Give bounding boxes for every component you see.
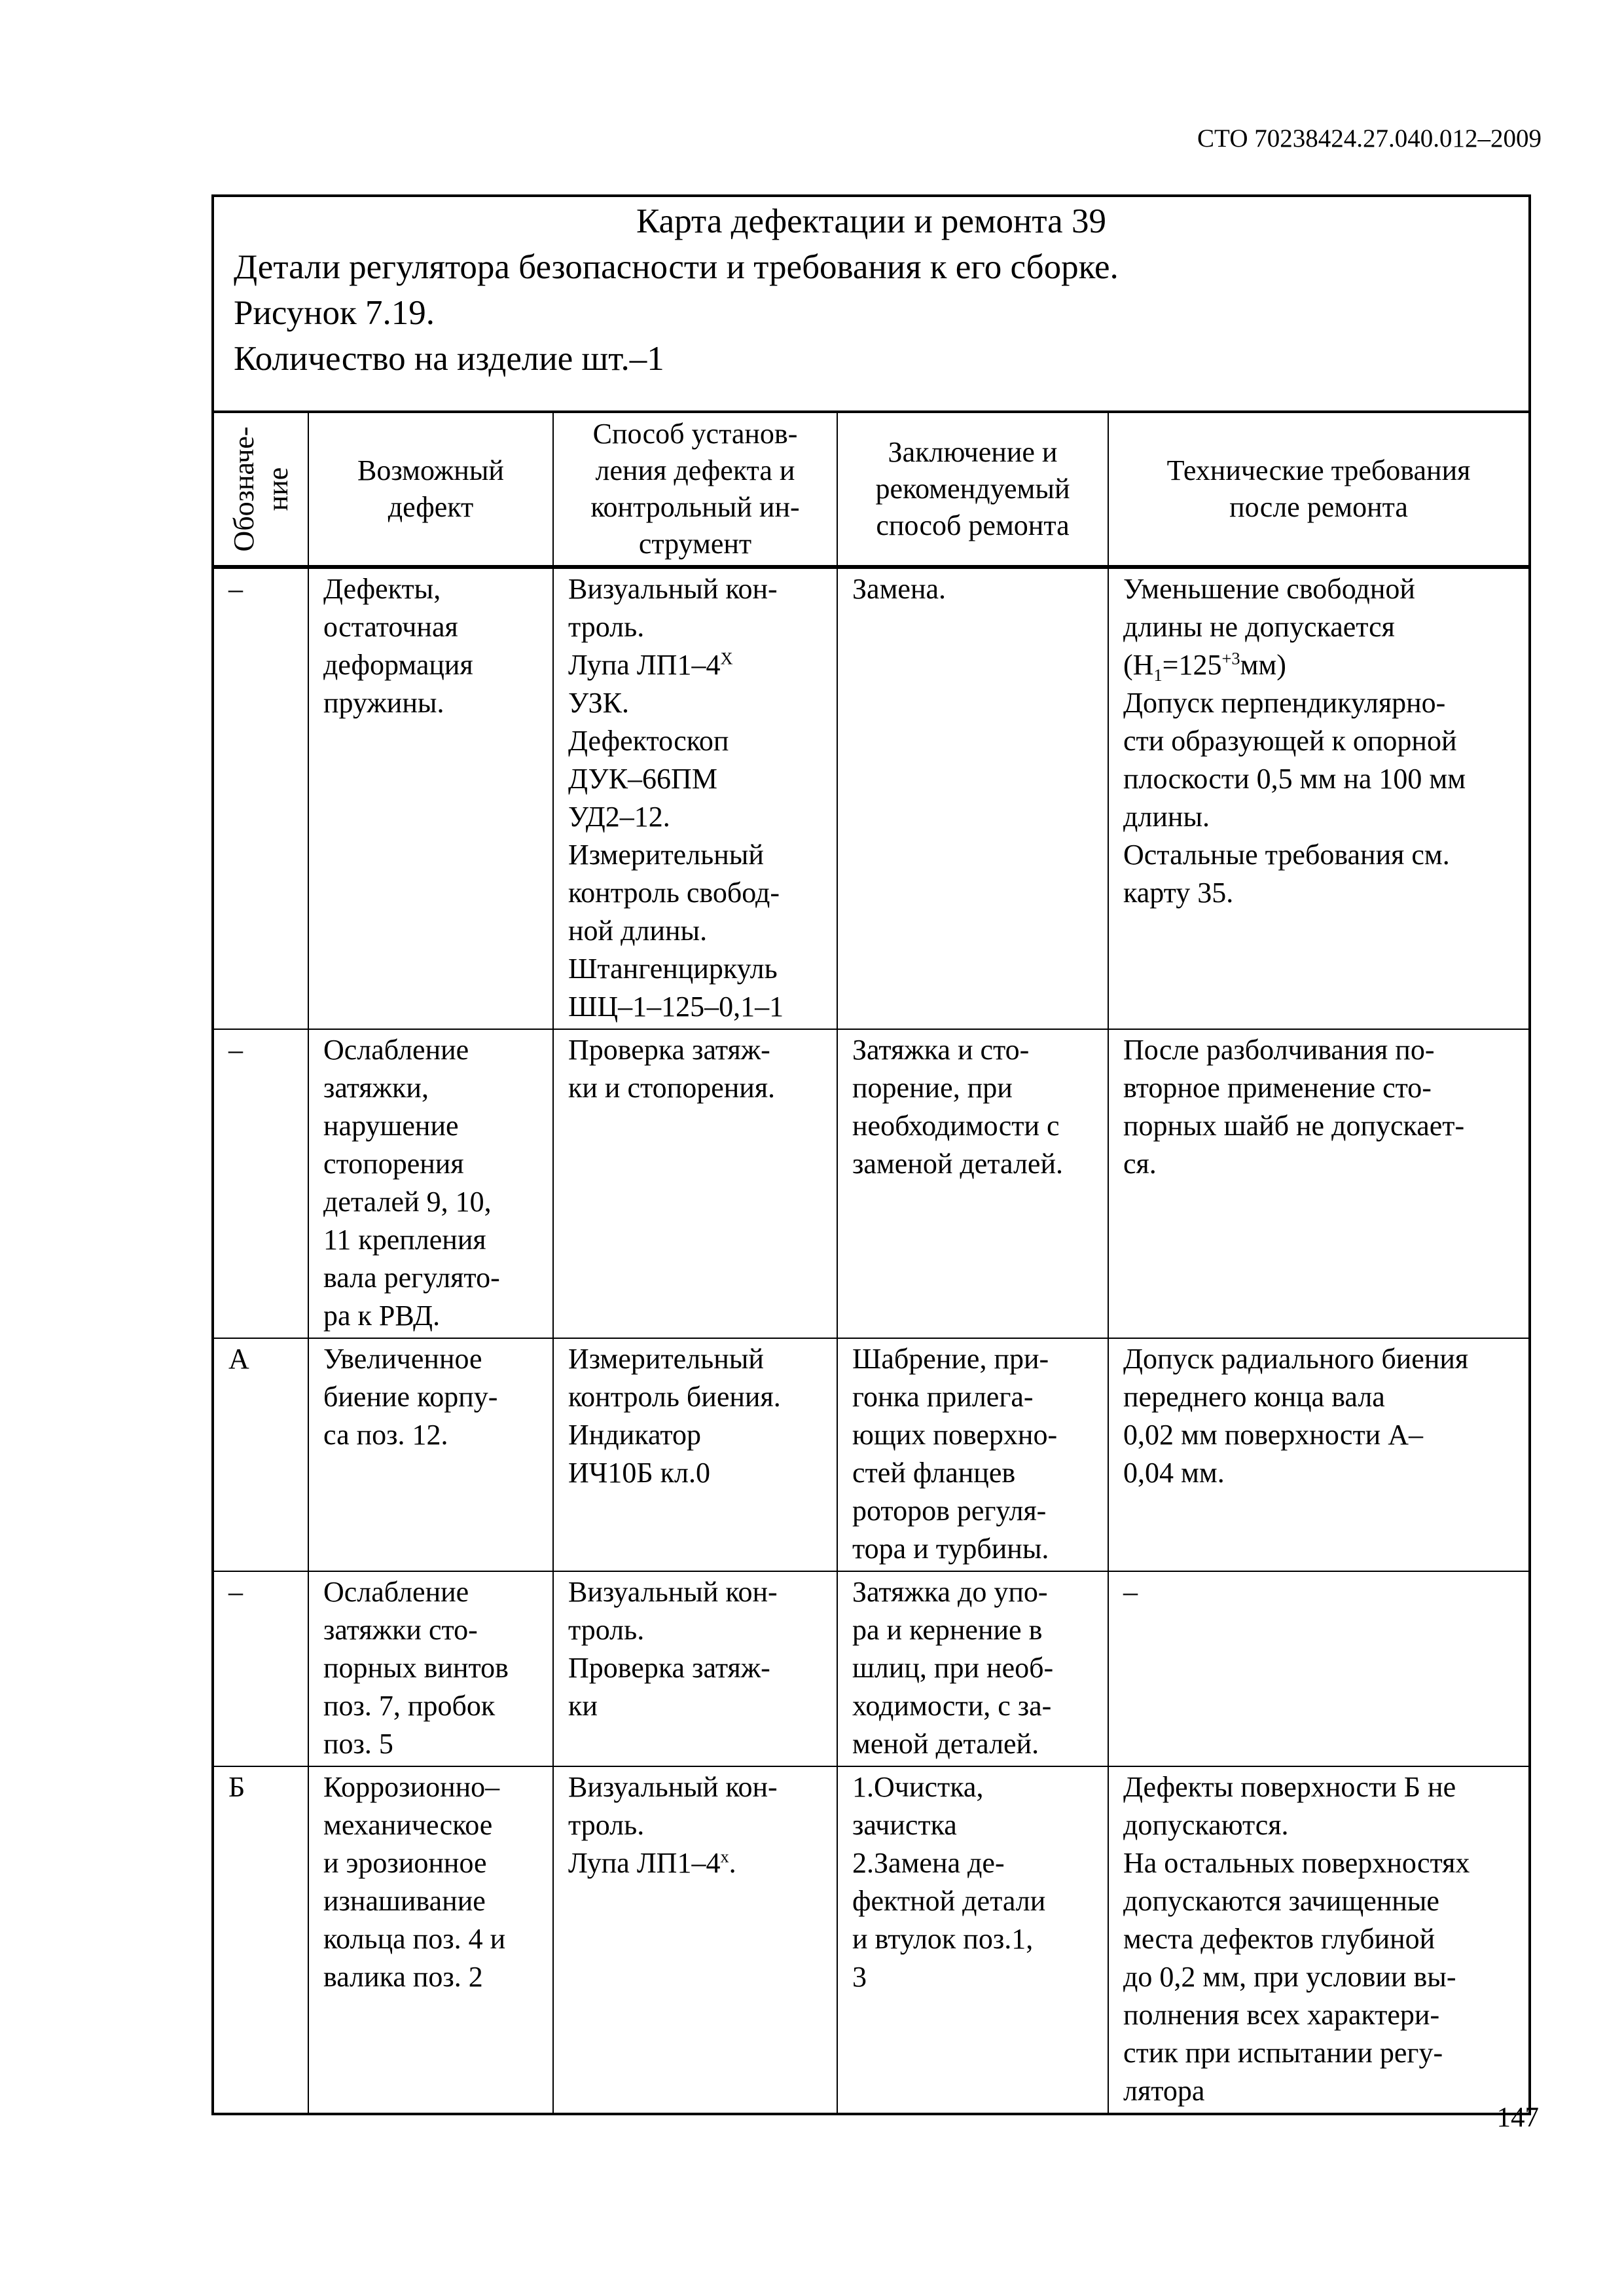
defect-table [214,413,1528,2113]
cell-repair-method: Шабрение, при- гонка прилега- ющих поверхно- стей фланцев роторов регуля- тора и турбины. [837,1338,1108,1571]
cell-repair-method: Замена. [837,567,1108,1029]
cell-defect: Дефекты, остаточная деформация пружины. [308,567,553,1029]
column-header-designation [214,413,308,567]
table-row [214,1338,1528,1571]
card-title: Карта дефектации и ремонта 39 [636,202,1106,240]
length-subscript: 1 [1153,665,1163,685]
cell-defect: Увеличенное биение корпу- са поз. 12. [308,1338,553,1571]
column-header-designation-label: Обозначе- ние [227,426,294,552]
column-header-repair-method: Заключение и рекомендуемый способ ремонта [837,413,1108,567]
defect-card [211,194,1531,2115]
cell-designation: – [214,1029,308,1338]
column-header-requirements: Технические требования после ремонта [1108,413,1528,567]
table-header-row [214,413,1528,567]
document-code: СТО 70238424.27.040.012–2009 [1197,124,1542,153]
cell-designation: Б [214,1766,308,2113]
magnification-superscript: х [720,1846,729,1867]
cell-requirements: После разболчивания по- вторное применение сто- порных шайб не допускает- ся. [1108,1029,1528,1338]
cell-requirements: Допуск радиального биения переднего конца вала 0,02 мм поверхности А– 0,04 мм. [1108,1338,1528,1571]
cell-requirements: – [1108,1571,1528,1766]
table-row [214,567,1528,1029]
cell-detection-method: Измерительный контроль биения. Индикатор ИЧ10Б кл.0 [553,1338,837,1571]
cell-repair-method: Затяжка до упо- ра и кернение в шлиц, при необ- ходимости, с за- меной деталей. [837,1571,1108,1766]
cell-designation: – [214,567,308,1029]
card-header [214,197,1528,413]
cell-designation: – [214,1571,308,1766]
cell-repair-method: 1.Очистка, зачистка 2.Замена де- фектной детали и втулок поз.1, 3 [837,1766,1108,2113]
cell-defect: Ослабление затяжки, нарушение стопорения деталей 9, 10, 11 крепления вала регулято- ра к РВД. [308,1029,553,1338]
cell-detection-method: Проверка затяж- ки и стопорения. [553,1029,837,1338]
column-header-detection-method: Способ установ- ления дефекта и контрольный ин- струмент [553,413,837,567]
cell-designation: А [214,1338,308,1571]
magnification-superscript: Х [720,648,733,668]
cell-defect: Коррозионно– механическое и эрозионное изнашивание кольца поз. 4 и валика поз. 2 [308,1766,553,2113]
table-row [214,1571,1528,1766]
figure-reference: Рисунок 7.19. [234,294,435,332]
table-row [214,1029,1528,1338]
cell-repair-method: Затяжка и сто- порение, при необходимости с заменой деталей. [837,1029,1108,1338]
card-subtitle: Детали регулятора безопасности и требования к его сборке. [234,248,1119,286]
cell-detection-method: Визуальный кон- троль. Проверка затяж- ки [553,1571,837,1766]
tolerance-superscript: +3 [1221,648,1240,668]
cell-requirements: Дефекты поверхности Б не допускаются. На остальных поверхностях допускаются зачищенные места дефектов глубиной до 0,2 мм, при условии вы- полнения всех характери- стик при испытании регу- лятора [1108,1766,1528,2113]
cell-detection-method: Визуальный кон- троль. Лупа $ЛП1-4^Х$ УЗК. Дефектоскоп ДУК–66ПМ УД2–12. Измерительный контроль свобод- ной длины. Штангенциркуль ШЦ–1–125–0,1–1 [553,567,837,1029]
cell-defect: Ослабление затяжки сто- порных винтов поз. 7, пробок поз. 5 [308,1571,553,1766]
cell-requirements: Уменьшение свободной длины не допускается $(Н_1=125^{+3}мм)$ Допуск перпендикулярно- сти образующей к опорной плоскости 0,5 мм на 100 мм длины. Остальные требования см. карту 35. [1108,567,1528,1029]
cell-detection-method: Визуальный кон- троль. Лупа $ЛП1-4^х$. [553,1766,837,2113]
quantity-per-item: Количество на изделие шт.–1 [234,340,664,378]
page-number: 147 [1496,2102,1539,2133]
table-row [214,1766,1528,2113]
column-header-defect: Возможный дефект [308,413,553,567]
